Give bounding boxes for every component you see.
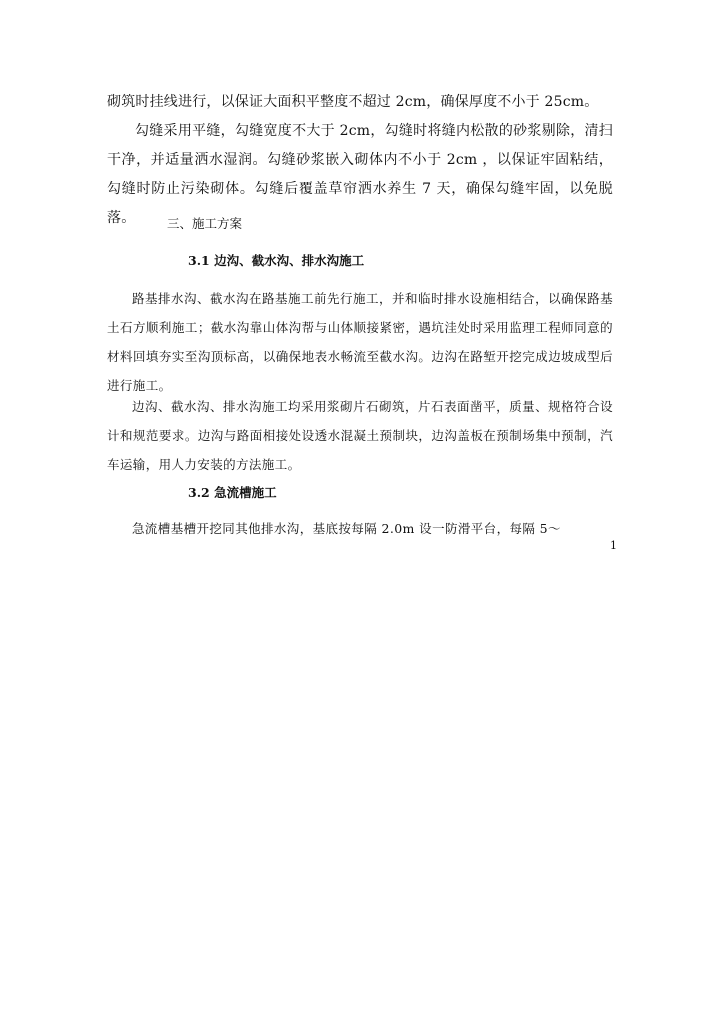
paragraph-ditch-masonry: 边沟、截水沟、排水沟施工均采用浆砌片石砌筑，片石表面凿平，质量、规格符合设计和规范要求。边沟与路面相接处设透水混凝土预制块，边沟盖板在预制场集中预制，汽车运输，用人力安装的方法施工。 [107,399,613,472]
page-number: 1 [610,539,617,552]
paragraph-ditch-sequence: 路基排水沟、截水沟在路基施工前先行施工，并和临时排水设施相结合，以确保路基土石方顺利施工；截水沟靠山体沟帮与山体顺接紧密，遇坑洼处时采用监理工程师同意的材料回填夯实至沟顶标高，以确保地表水畅流至截水沟。边沟在路堑开挖完成边坡成型后进行施工。 [107,291,613,393]
section-heading-construction-plan: 三、施工方案 [167,216,243,231]
paragraph-chute-excavation: 急流槽基槽开挖同其他排水沟，基底按每隔 2.0m 设一防滑平台，每隔 5～ [132,521,561,536]
subsection-heading-chute-construction: 3.2 急流槽施工 [188,485,277,500]
paragraph-masonry-continuation: 砌筑时挂线进行，以保证大面积平整度不超过 2cm，确保厚度不小于 25cm。 [107,94,599,110]
subsection-heading-ditch-construction: 3.1 边沟、截水沟、排水沟施工 [188,253,365,268]
paragraph-pointing: 勾缝采用平缝，勾缝宽度不大于 2cm，勾缝时将缝内松散的砂浆剔除，清扫干净，并适量洒水湿润。勾缝砂浆嵌入砌体内不小于 2cm ，以保证牢固粘结，勾缝时防止污染砌体。勾缝后覆盖草帘洒水养生 7 天，确保勾缝牢固，以免脱落。 [107,123,613,226]
